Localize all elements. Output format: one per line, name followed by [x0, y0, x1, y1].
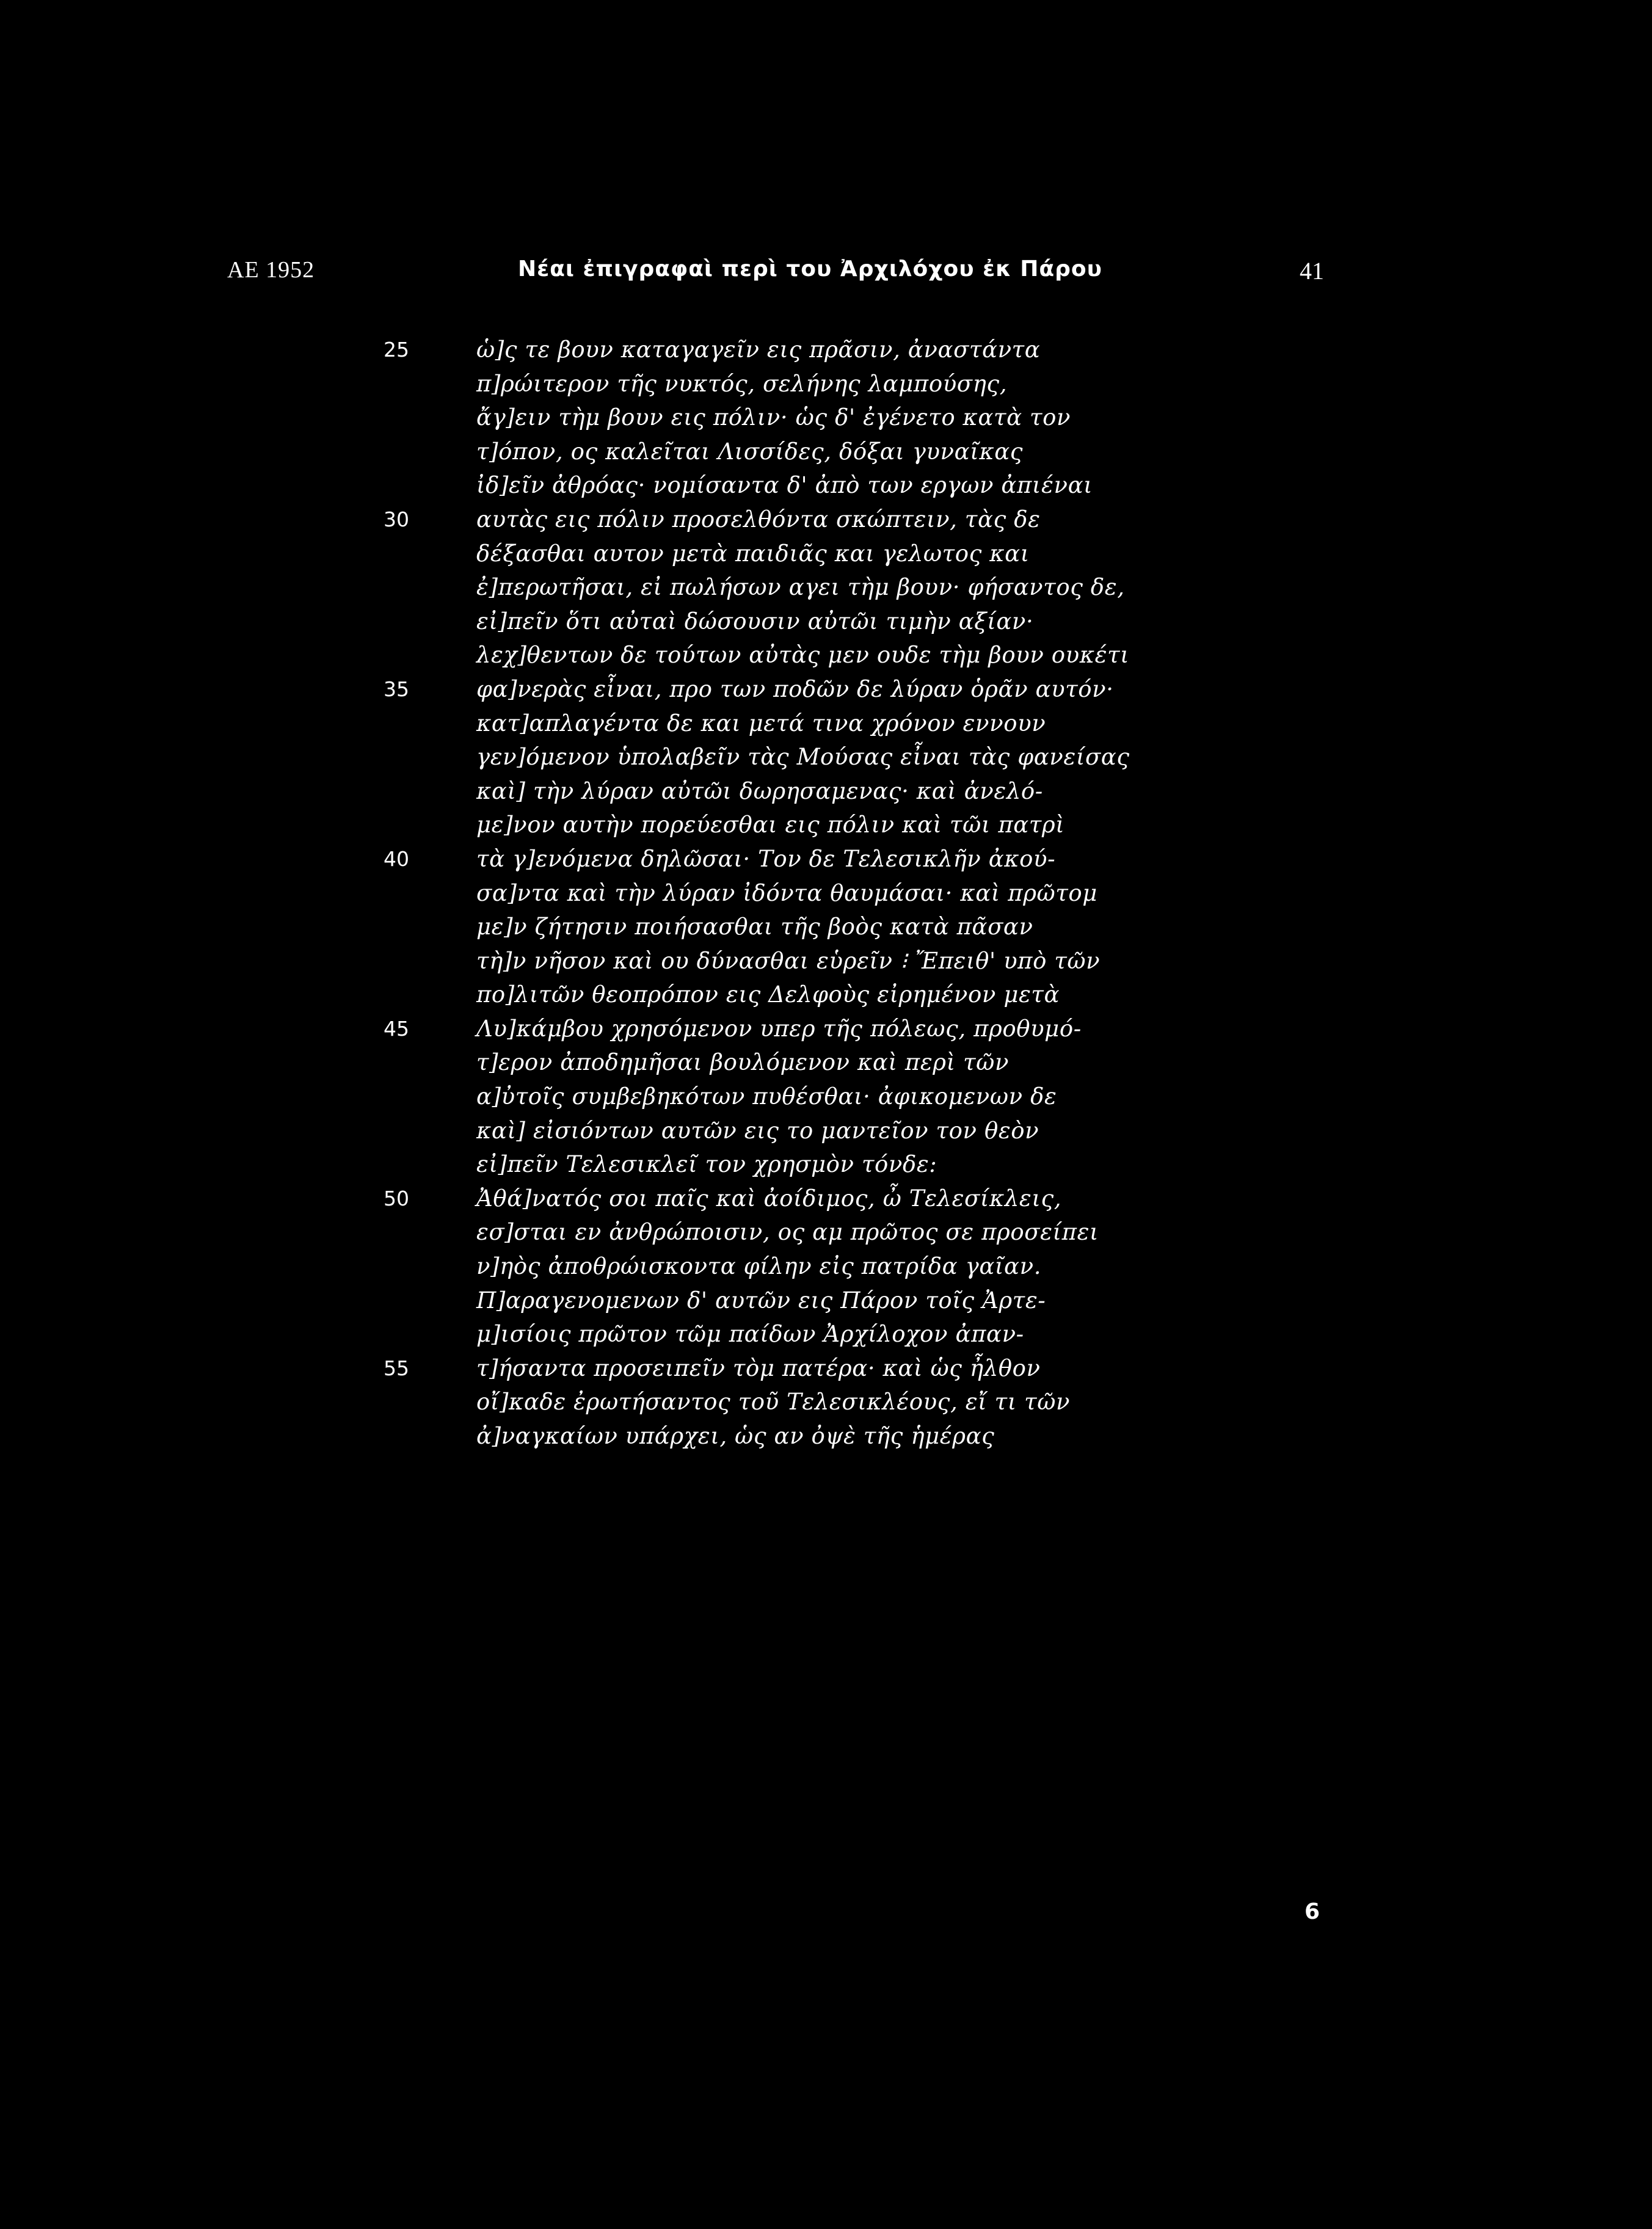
line-text: τ]ερον ἀποδημῆσαι βουλόμενον καὶ περὶ τῶν [476, 1049, 1010, 1076]
text-line [0, 1284, 1652, 1318]
line-text: σα]ντα καὶ τὴν λύραν ἰδόντα θαυμάσαι· καὶ πρῶτομ [476, 879, 1097, 906]
line-text: δέξασθαι αυτον μετὰ παιδιᾶς και γελωτος και [476, 540, 1030, 567]
line-text: γεν]όμενον ὑπολαβεῖν τὰς Μούσας εἶναι τὰς φανείσας [476, 744, 1130, 771]
line-text: τὴ]ν νῆσον καὶ ου δύνασθαι εὑρεῖν ⁝ Ἔπειθ' υπὸ τῶν [476, 947, 1101, 974]
text-line [0, 503, 1652, 537]
line-text: με]ν ζήτησιν ποιήσασθαι τῆς βοὸς κατὰ πᾶσαν [476, 914, 1033, 940]
line-text: Π]αραγενομενων δ' αυτῶν εις Πάρον τοῖς Ἀρτε- [476, 1287, 1046, 1314]
line-text: ἀ]ναγκαίων υπάρχει, ὡς αν ὀψὲ τῆς ἡμέρας [476, 1423, 995, 1449]
line-text: ἰδ]εῖν ἀθρόας· νομίσαντα δ' ἀπὸ των εργων ἀπιέναι [476, 472, 1093, 499]
line-text: ν]ηὸς ἀποθρώισκοντα φίλην εἰς πατρίδα γαῖαν. [476, 1253, 1042, 1280]
text-line [0, 401, 1652, 435]
line-text: Ἀθά]νατός σοι παῖς καὶ ἀοίδιμος, ὦ Τελεσίκλεις, [476, 1185, 1062, 1212]
text-line [0, 435, 1652, 469]
line-text: εἰ]πεῖν ὅτι αὐταὶ δώσουσιν αὐτῶι τιμὴν αξίαν· [476, 608, 1034, 635]
text-line [0, 1045, 1652, 1080]
line-text: καὶ] εἰσιόντων αυτῶν εις το μαντεῖον τον θεὸν [476, 1117, 1039, 1144]
text-line [0, 740, 1652, 774]
text-line [0, 1317, 1652, 1351]
line-text: κατ]απλαγέντα δε και μετά τινα χρόνον εννουν [476, 710, 1046, 736]
text-line [0, 1012, 1652, 1046]
line-number: 30 [384, 507, 409, 531]
line-text: λεχ]θεντων δε τούτων αὐτὰς μεν ουδε τὴμ βουν ουκέτι [476, 642, 1130, 669]
text-line [0, 1080, 1652, 1114]
line-text: πο]λιτῶν θεοπρόπον εις Δελφοὺς εἰρημένον μετὰ [476, 981, 1060, 1008]
text-line [0, 1249, 1652, 1284]
line-text: ἄγ]ειν τὴμ βουν εις πόλιν· ὡς δ' ἐγένετο κατὰ τον [476, 404, 1071, 431]
line-text: τ]ήσαντα προσειπεῖν τὸμ πατέρα· καὶ ὡς ἦλθον [476, 1354, 1041, 1381]
running-header [0, 256, 1652, 293]
text-line [0, 978, 1652, 1012]
line-text: εἰ]πεῖν Τελεσικλεῖ τον χρησμὸν τόνδε: [476, 1151, 937, 1178]
text-line [0, 537, 1652, 571]
line-number: 25 [384, 338, 409, 362]
text-line [0, 1147, 1652, 1182]
line-text: π]ρώιτερον τῆς νυκτός, σελήνης λαμπούσης, [476, 370, 1008, 397]
text-line [0, 1351, 1652, 1386]
line-text: καὶ] τὴν λύραν αὐτῶι δωρησαμενας· καὶ ἀνελό- [476, 777, 1043, 804]
line-number: 55 [384, 1356, 409, 1380]
line-text: μ]ισίοις πρῶτον τῶμ παίδων Ἀρχίλοχον ἀπαν- [476, 1321, 1024, 1348]
line-text: Λυ]κάμβου χρησόμενον υπερ τῆς πόλεως, προθυμό- [476, 1015, 1082, 1042]
line-text: αυτὰς εις πόλιν προσελθόντα σκώπτειν, τὰς δε [476, 506, 1041, 533]
line-text: ἐ]περωτῆσαι, εἰ πωλήσων αγει τὴμ βουν· φήσαντος δε, [476, 574, 1125, 601]
line-number: 35 [384, 677, 409, 701]
text-line [0, 333, 1652, 367]
footer-page-number: 6 [1304, 1899, 1320, 1924]
line-text: ὡ]ς τε βουν καταγαγεῖν εις πρᾶσιν, ἀναστάντα [476, 336, 1041, 363]
running-title: Νέαι ἐπιγραφαὶ περὶ του Ἀρχιλόχου ἐκ Πάρου [518, 256, 1102, 282]
journal-reference: ΑΕ 1952 [227, 257, 315, 283]
header-page-number: 41 [1300, 257, 1324, 285]
line-text: εσ]σται εν ἀνθρώποισιν, ος αμ πρῶτος σε προσείπει [476, 1219, 1099, 1246]
text-line [0, 1182, 1652, 1216]
inscription-text [0, 333, 1652, 1453]
line-text: φα]νερὰς εἶναι, προ των ποδῶν δε λύραν ὁρᾶν αυτόν· [476, 675, 1114, 702]
text-line [0, 605, 1652, 639]
text-line [0, 367, 1652, 401]
text-line [0, 468, 1652, 503]
line-number: 40 [384, 846, 409, 871]
line-text: με]νον αυτὴν πορεύεσθαι εις πόλιν καὶ τῶι πατρὶ [476, 812, 1065, 838]
text-line [0, 1114, 1652, 1148]
text-line [0, 570, 1652, 605]
line-text: τ]όπον, ος καλεῖται Λισσίδες, δόξαι γυναῖκας [476, 438, 1024, 465]
text-line [0, 1419, 1652, 1453]
text-line [0, 842, 1652, 876]
text-line [0, 910, 1652, 944]
line-text: οἴ]καδε ἐρωτήσαντος τοῦ Τελεσικλέους, εἴ τι τῶν [476, 1389, 1071, 1416]
line-number: 45 [384, 1016, 409, 1041]
line-number: 50 [384, 1186, 409, 1210]
text-line [0, 707, 1652, 741]
line-text: α]ὐτοῖς συμβεβηκότων πυθέσθαι· ἀφικομενων δε [476, 1083, 1057, 1110]
text-line [0, 876, 1652, 911]
line-text: τὰ γ]ενόμενα δηλῶσαι· Τον δε Τελεσικλῆν ἀκού- [476, 845, 1056, 872]
text-line [0, 638, 1652, 672]
text-line [0, 774, 1652, 809]
text-line [0, 672, 1652, 707]
text-line [0, 1215, 1652, 1249]
text-line [0, 808, 1652, 842]
text-line [0, 1385, 1652, 1419]
text-line [0, 944, 1652, 978]
